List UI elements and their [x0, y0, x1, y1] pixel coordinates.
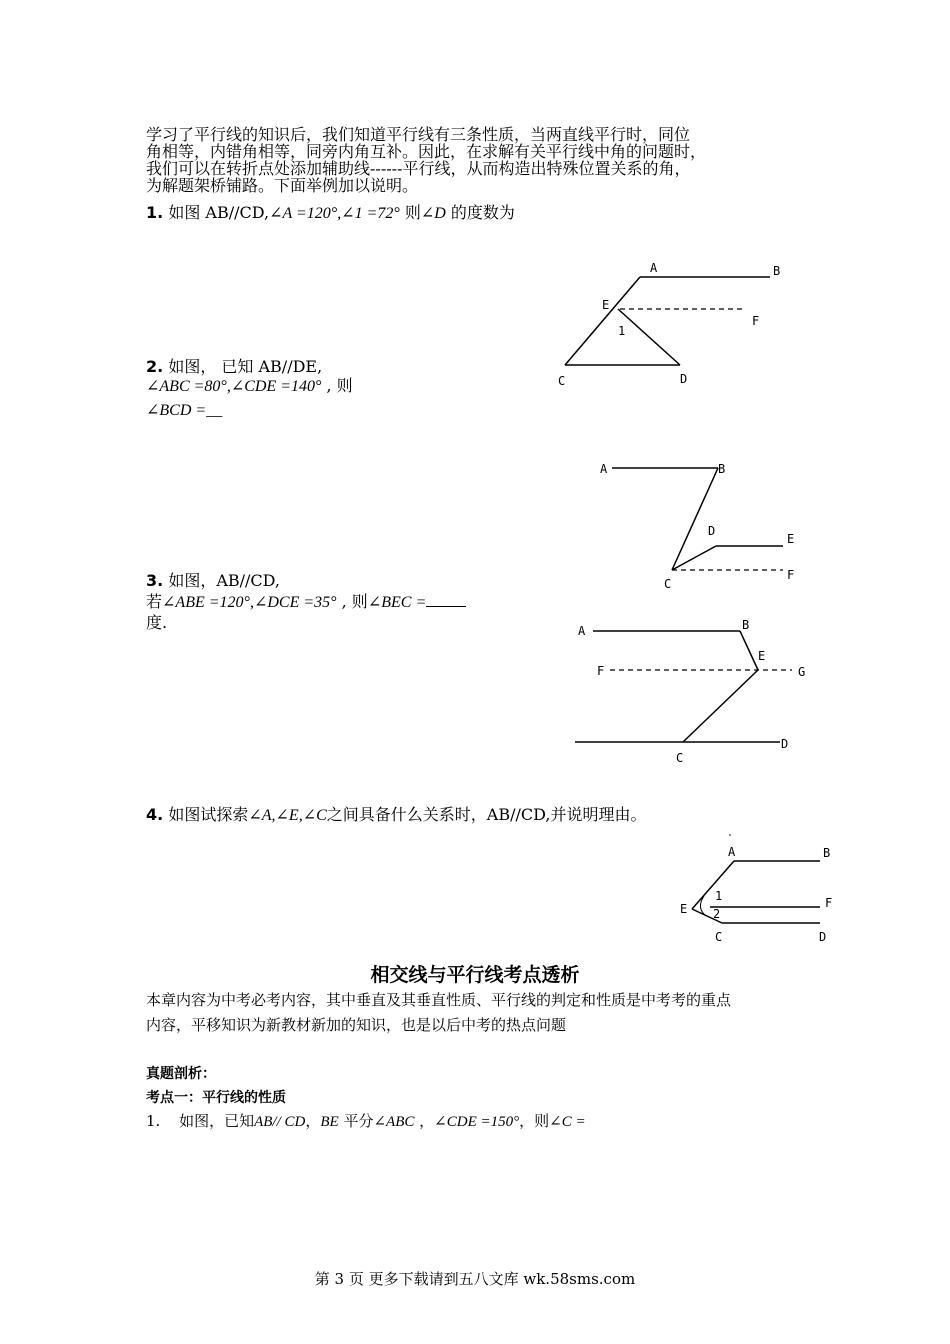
question-text: 则 [399, 203, 421, 222]
point-label: D [781, 737, 789, 751]
question-4 [146, 804, 646, 827]
description-line: 本章内容为中考必考内容，其中垂直及其垂直性质、平行线的判定和性质是中考考的重点 [146, 991, 732, 1009]
question-text: 若 [146, 592, 163, 611]
point-label: C [715, 930, 723, 944]
problem-text: ，则 [519, 1112, 550, 1130]
point-label: F [752, 314, 760, 328]
point-label: D [708, 524, 716, 538]
math-expression: ∠ABE =120°,∠DCE =35° [162, 594, 337, 611]
problem-text: ， [414, 1112, 435, 1130]
figure-2 [590, 455, 810, 595]
section-title: 相交线与平行线考点透析 [370, 964, 580, 986]
intro-paragraph [146, 126, 826, 194]
point-label: A [578, 624, 586, 638]
point-label: C [664, 577, 672, 591]
point-label: C [558, 374, 566, 388]
intro-line: 我们可以在转折点处添加辅助线------平行线，从而构造出特殊位置关系的角， [146, 159, 691, 178]
figure-1 [540, 255, 800, 395]
math-expression: AB// CD [254, 1114, 306, 1130]
point-label: B [823, 846, 831, 860]
point-label: E [680, 902, 688, 916]
page-footer: 第 3 页 更多下载请到五八文库 wk.58sms.com [314, 1270, 636, 1288]
question-number: 4. [146, 805, 164, 824]
question-text: 的度数为 [445, 203, 515, 222]
figure-3 [570, 618, 820, 768]
question-number: 1. [146, 203, 164, 222]
point-label: D [819, 930, 827, 944]
math-expression: ∠ABC =80°,∠CDE =140° [146, 378, 322, 395]
question-text: 之间具备什么关系时，AB//CD,并说明理由。 [326, 805, 647, 824]
math-expression: ∠ABC [373, 1114, 415, 1130]
math-expression: BE [320, 1114, 339, 1130]
math-expression: ∠BEC = [367, 594, 427, 611]
problem-number: 1. [146, 1112, 161, 1130]
question-3-line-3 [146, 612, 167, 634]
point-label: F [825, 896, 833, 910]
point-label: F [787, 568, 795, 582]
math-expression: ∠D [420, 205, 446, 222]
description-line: 内容，平移知识为新教材新加的知识，也是以后中考的热点问题 [146, 1016, 567, 1034]
point-label: A [728, 845, 736, 859]
question-2-line-3 [146, 399, 222, 422]
question-number: 3. [146, 571, 164, 590]
intro-line: 学习了平行线的知识后，我们知道平行线有三条性质，当两直线平行时，同位 [146, 125, 691, 144]
question-2-line-2 [146, 375, 353, 398]
point-label: A [650, 261, 658, 275]
point-label: D [680, 372, 688, 386]
angle-label: 1 [618, 324, 626, 338]
intro-line: 角相等，内错角相等，同旁内角互补。因此，在求解有关平行线中角的问题时， [146, 142, 707, 161]
math-expression: ∠A,∠E,∠C [248, 807, 327, 824]
point-label: B [718, 462, 726, 476]
point-label: E [758, 649, 766, 663]
question-3-line-2 [146, 591, 466, 614]
subheading-point-1: 考点一：平行线的性质 [146, 1090, 286, 1106]
answer-blank [426, 592, 466, 607]
chapter-description [146, 988, 731, 1038]
angle-label: 1 [715, 889, 723, 903]
point-label: F [597, 664, 605, 678]
problem-text: 平分 [338, 1112, 374, 1130]
math-expression: ∠BCD =__ [146, 402, 223, 419]
subheading-analysis: 真题剖析： [146, 1066, 216, 1082]
question-text: 度. [146, 613, 168, 632]
question-1 [146, 202, 515, 225]
question-text: 如图， 已知 AB//DE, [168, 357, 323, 376]
figure-4 [672, 830, 852, 948]
question-text: , 则 [321, 376, 353, 395]
math-expression: ∠CDE =150° [434, 1114, 520, 1130]
question-number: 2. [146, 357, 164, 376]
point-label: B [773, 264, 781, 278]
question-text: 如图，AB//CD, [168, 571, 280, 590]
problem-text: ， [305, 1112, 321, 1130]
math-expression: ∠A =120°,∠1 =72° [269, 205, 400, 222]
math-expression: ∠C = [549, 1114, 586, 1130]
question-text: 如图 AB//CD, [168, 203, 270, 222]
point-label: G [798, 665, 806, 679]
point-label: B [742, 618, 750, 632]
intro-line: 为解题架桥铺路。下面举例加以说明。 [146, 176, 419, 195]
problem-1 [146, 1110, 586, 1133]
question-text: 如图试探索 [168, 805, 249, 824]
question-text: , 则 [336, 592, 368, 611]
point-label: E [787, 532, 795, 546]
angle-label: 2 [713, 907, 721, 921]
point-label: E [602, 298, 610, 312]
question-3 [146, 570, 280, 592]
problem-text: 如图，已知 [179, 1112, 255, 1130]
point-label: A [600, 462, 608, 476]
point-label: C [676, 751, 684, 765]
